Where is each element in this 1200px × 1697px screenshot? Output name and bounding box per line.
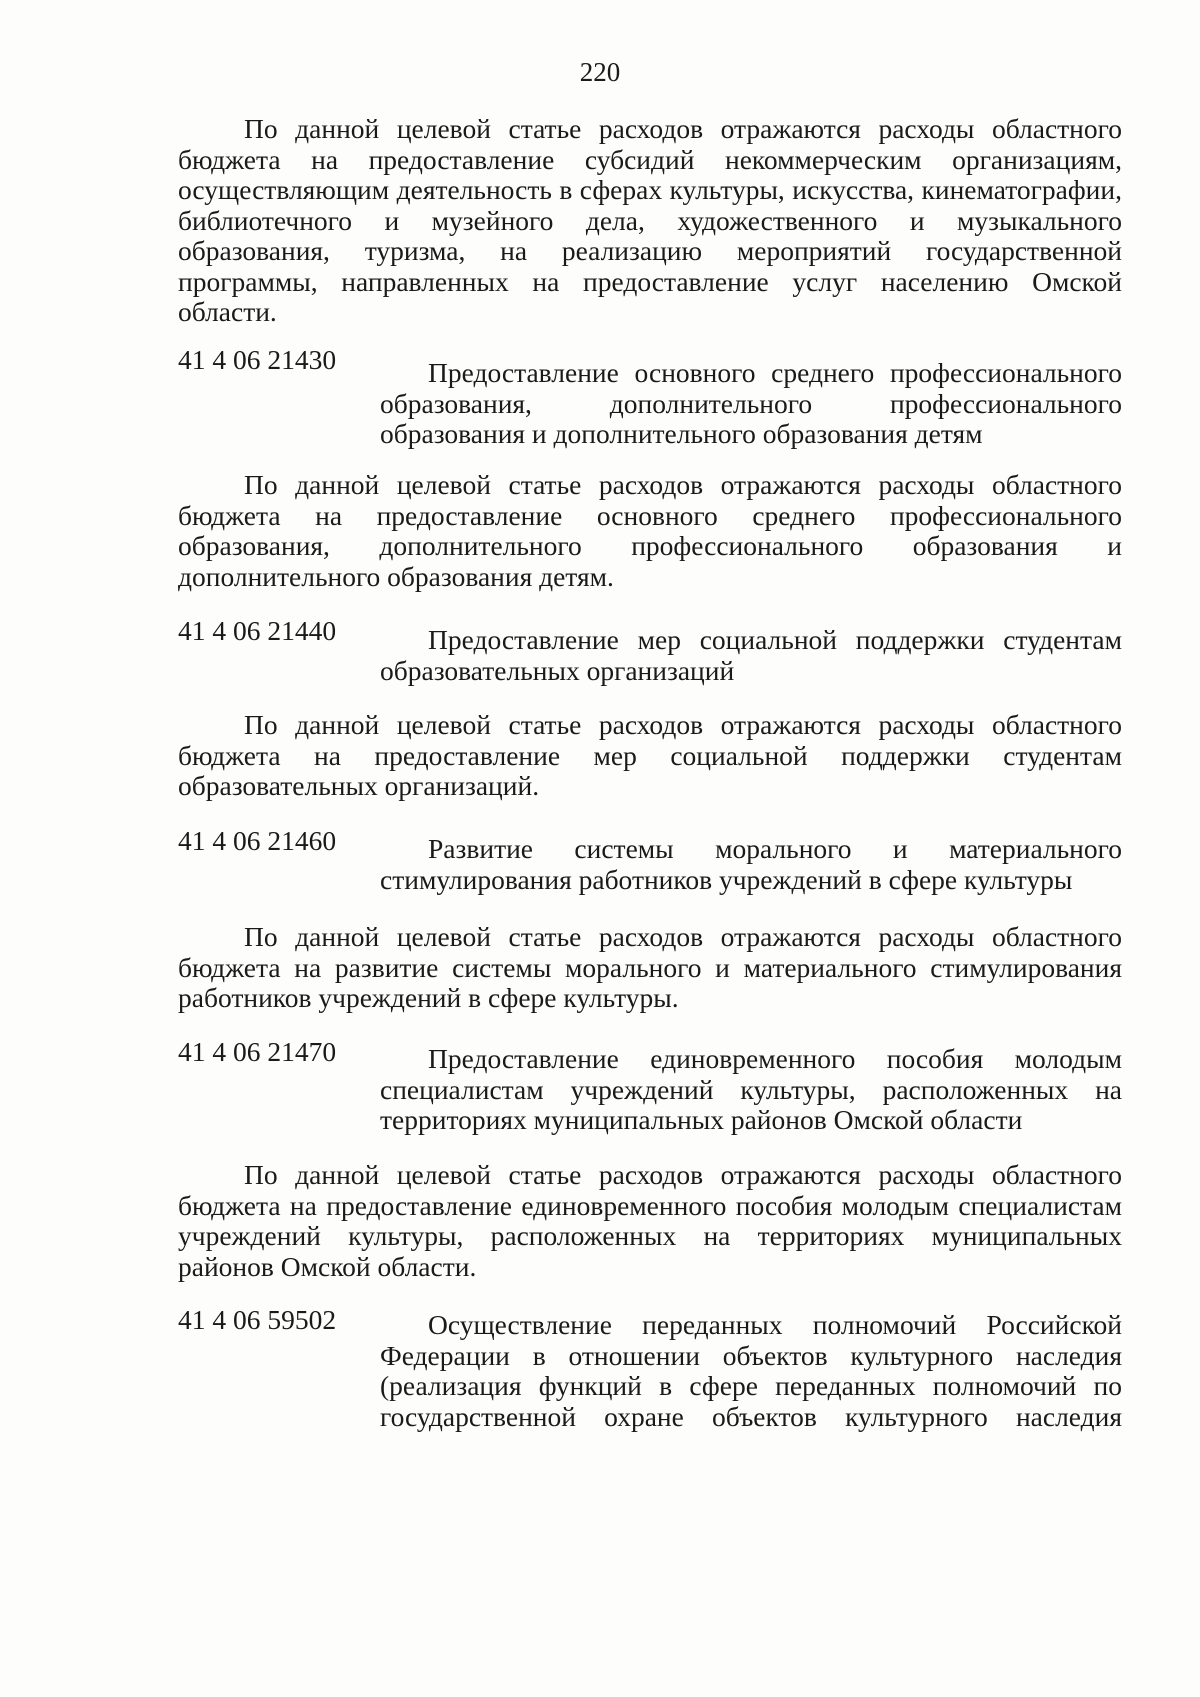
budget-code-21430: 41 4 06 21430 — [178, 344, 337, 375]
page-number: 220 — [579, 57, 621, 87]
entry-title-21460: Развитие системы морального и материального стимулирования работников учреждений в сфере культуры — [380, 833, 1122, 895]
budget-code-21460: 41 4 06 21460 — [178, 825, 337, 856]
entry-description-21440: По данной целевой статье расходов отражаются расходы областного бюджета на предоставление мер социальной поддержки студентам образовательных организаций. — [178, 709, 1122, 801]
budget-code-21440: 41 4 06 21440 — [178, 615, 337, 646]
entry-description-21430: По данной целевой статье расходов отражаются расходы областного бюджета на предоставление основного среднего профессионального образования, дополнительного профессионального образования и дополнительного образования детям. — [178, 469, 1122, 592]
entry-title-21470: Предоставление единовременного пособия молодым специалистам учреждений культуры, расположенных на территориях муниципальных районов Омской области — [380, 1043, 1122, 1135]
entry-title-21430: Предоставление основного среднего профессионального образования, дополнительного профессионального образования и дополнительного образования детям — [380, 357, 1122, 449]
entry-title-59502: Осуществление переданных полномочий Российской Федерации в отношении объектов культурного наследия (реализация функций в сфере переданных полномочий по государственной охране объектов культурного наследия — [380, 1309, 1122, 1432]
budget-code-21470: 41 4 06 21470 — [178, 1036, 337, 1067]
intro-paragraph: По данной целевой статье расходов отражаются расходы областного бюджета на предоставление субсидий некоммерческим организациям, осуществляющим деятельность в сферах культуры, искусства, кинематографии, библиотечного и музейного дела, художественного и музыкального образования, туризма, на реализацию мероприятий государственной программы, направленных на предоставление услуг населению Омской области. — [178, 113, 1122, 327]
budget-code-59502: 41 4 06 59502 — [178, 1304, 337, 1335]
entry-description-21460: По данной целевой статье расходов отражаются расходы областного бюджета на развитие системы морального и материального стимулирования работников учреждений в сфере культуры. — [178, 921, 1122, 1013]
entry-description-21470: По данной целевой статье расходов отражаются расходы областного бюджета на предоставление единовременного пособия молодым специалистам учреждений культуры, расположенных на территориях муниципальных районов Омской области. — [178, 1159, 1122, 1282]
entry-title-21440: Предоставление мер социальной поддержки студентам образовательных организаций — [380, 624, 1122, 686]
